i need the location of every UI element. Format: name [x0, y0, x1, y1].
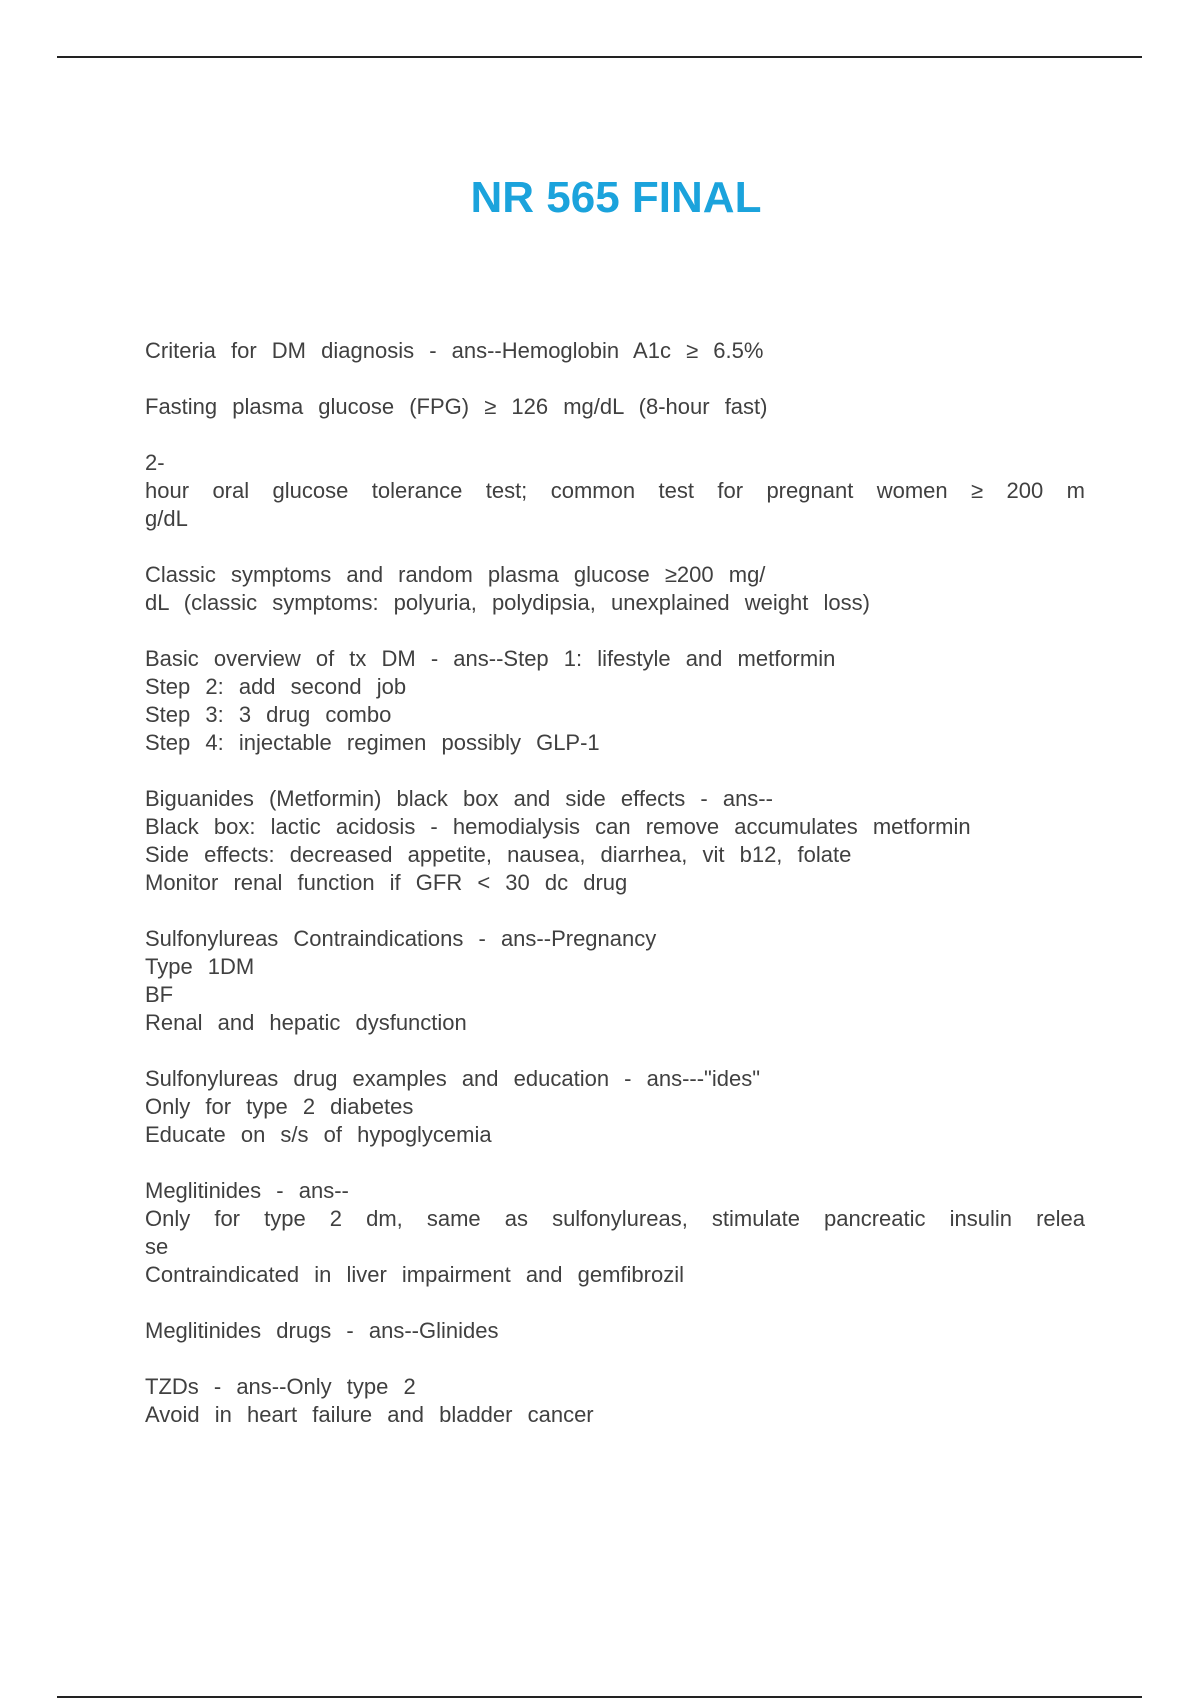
qa-entry	[145, 645, 1085, 757]
qa-entry	[145, 1177, 1085, 1289]
text-line: Renal and hepatic dysfunction	[145, 1010, 467, 1035]
text-line: Step 2: add second job	[145, 674, 407, 699]
text-line: se	[145, 1234, 169, 1259]
text-line: Step 3: 3 drug combo	[145, 702, 392, 727]
text-line: Meglitinides drugs - ans--Glinides	[145, 1318, 499, 1343]
qa-entry	[145, 449, 1085, 533]
qa-entry	[145, 561, 1085, 617]
qa-entry	[145, 925, 1085, 1037]
document-body	[145, 337, 1085, 1457]
text-line: Only for type 2 diabetes	[145, 1094, 414, 1119]
text-line: Contraindicated in liver impairment and gemfibrozil	[145, 1262, 685, 1287]
text-line: BF	[145, 982, 174, 1007]
text-line: Side effects: decreased appetite, nausea, diarrhea, vit b12, folate	[145, 842, 852, 867]
text-line: Basic overview of tx DM - ans--Step 1: lifestyle and metformin	[145, 646, 836, 671]
text-line: Meglitinides - ans--	[145, 1178, 349, 1203]
text-line: Monitor renal function if GFR < 30 dc drug	[145, 870, 628, 895]
text-line: Classic symptoms and random plasma glucose ≥200 mg/	[145, 562, 766, 587]
text-line: dL (classic symptoms: polyuria, polydipsia, unexplained weight loss)	[145, 590, 870, 615]
text-line: Avoid in heart failure and bladder cancer	[145, 1402, 594, 1427]
qa-entry	[145, 1373, 1085, 1429]
bottom-rule	[57, 1696, 1142, 1698]
text-line: Black box: lactic acidosis - hemodialysis can remove accumulates metformin	[145, 814, 971, 839]
text-line: 2-	[145, 450, 165, 475]
document-title: NR 565 FINAL	[470, 173, 762, 222]
qa-entry	[145, 1317, 1085, 1345]
qa-entry	[145, 337, 1085, 365]
text-line: g/dL	[145, 506, 188, 531]
text-line: TZDs - ans--Only type 2	[145, 1374, 416, 1399]
qa-entry	[145, 393, 1085, 421]
text-line: Sulfonylureas Contraindications - ans--Pregnancy	[145, 926, 657, 951]
text-line: Type 1DM	[145, 954, 255, 979]
text-line: Only for type 2 dm, same as sulfonylureas, stimulate pancreatic insulin relea	[145, 1206, 1085, 1231]
text-line: Sulfonylureas drug examples and education - ans---"ides"	[145, 1066, 761, 1091]
text-line: hour oral glucose tolerance test; common test for pregnant women ≥ 200 m	[145, 478, 1085, 503]
text-line: Criteria for DM diagnosis - ans--Hemoglobin A1c ≥ 6.5%	[145, 338, 764, 363]
qa-entry	[145, 1065, 1085, 1149]
text-line: Step 4: injectable regimen possibly GLP-1	[145, 730, 600, 755]
qa-entry	[145, 785, 1085, 897]
top-rule	[57, 56, 1142, 58]
text-line: Educate on s/s of hypoglycemia	[145, 1122, 492, 1147]
text-line: Fasting plasma glucose (FPG) ≥ 126 mg/dL (8-hour fast)	[145, 394, 768, 419]
text-line: Biguanides (Metformin) black box and side effects - ans--	[145, 786, 773, 811]
